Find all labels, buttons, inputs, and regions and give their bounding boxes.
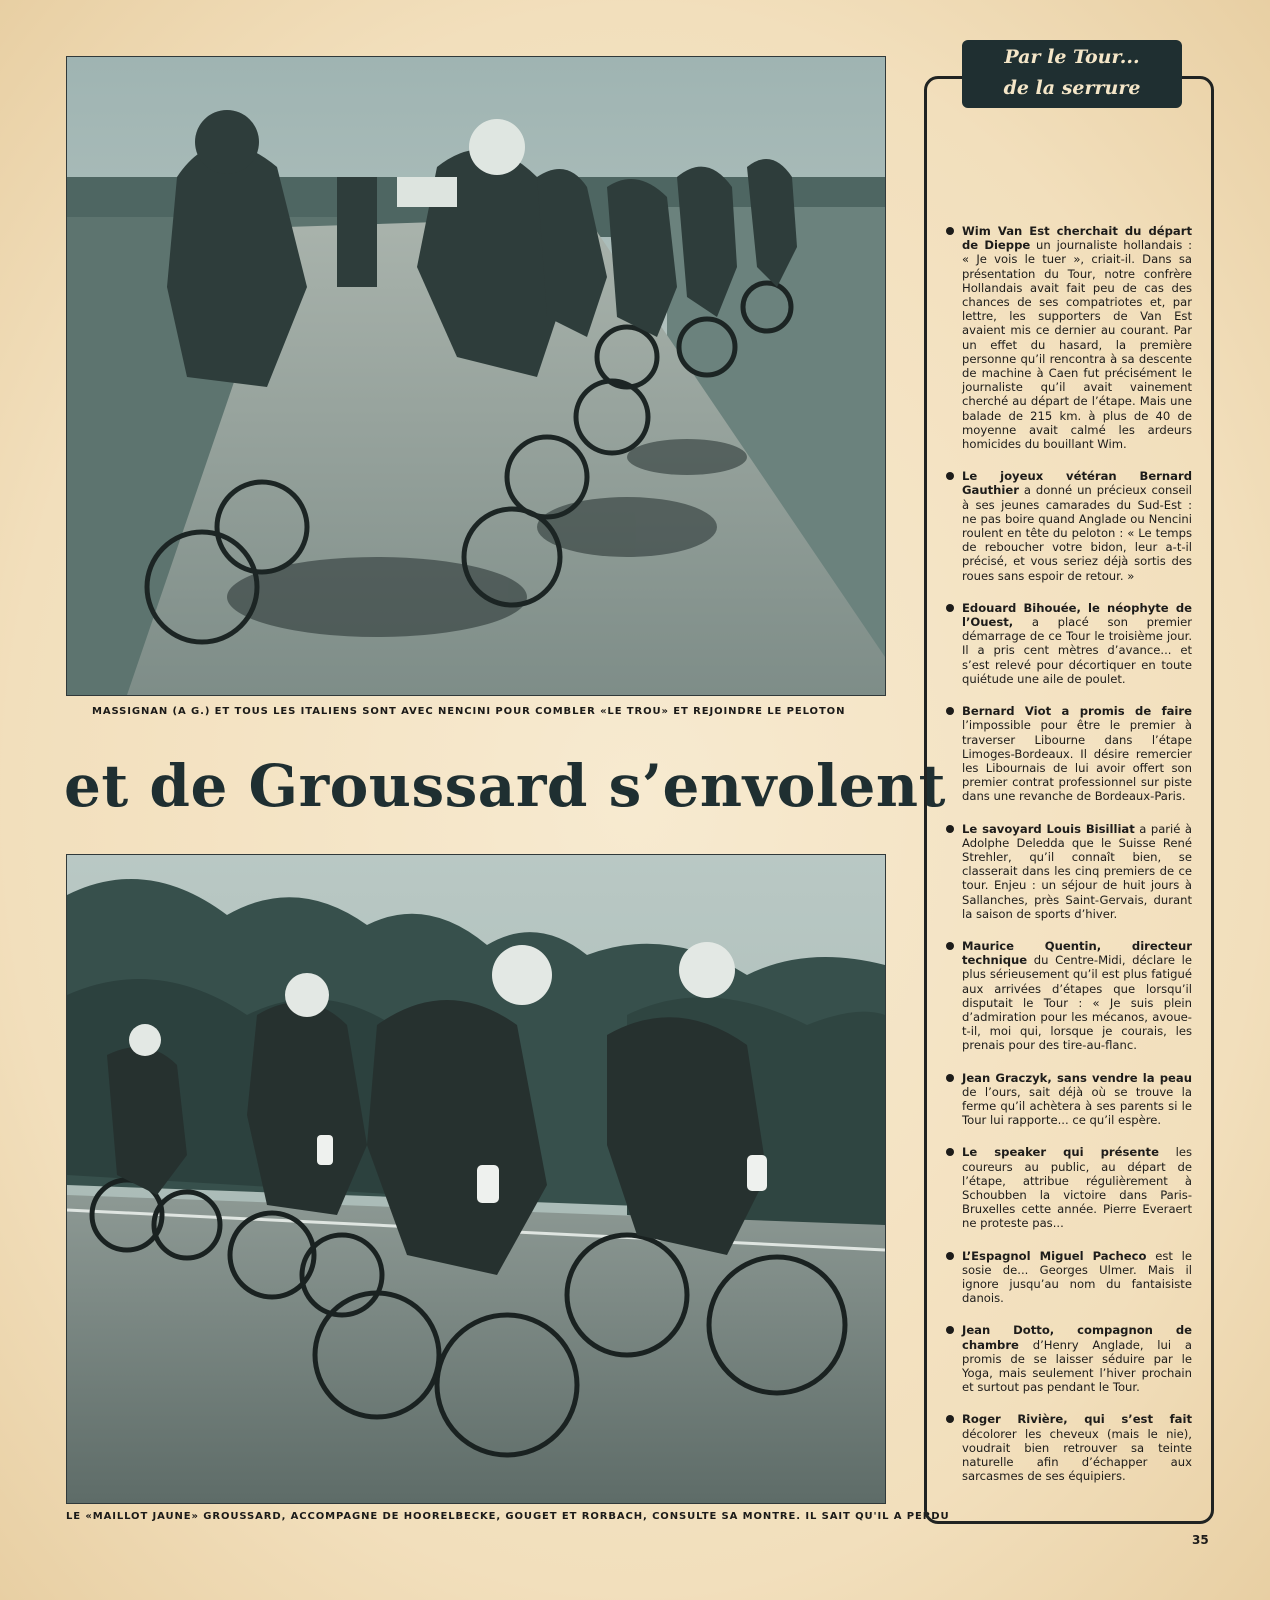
column-item-lead: Le speaker qui présente	[962, 1145, 1159, 1160]
bullet-icon	[946, 825, 954, 833]
column-item-text: est le sosie de... Georges Ulmer. Mais il ignore jusqu’au nom du fantaisiste danois.	[962, 1248, 1192, 1306]
column-item-lead: Bernard Viot a promis de faire	[962, 704, 1192, 719]
photo-cyclists-road-bottom-image	[67, 855, 885, 1503]
column-item	[944, 822, 1192, 921]
photo-cyclists-road-top-image	[67, 57, 885, 695]
column-item-text: a parié à Adolphe Deledda que le Suisse René Strehler, qu’il connaît bien, se classerait dans les cinq premiers de ce tour. Enjeu : un séjour de huit jours à Sallanches, près Saint-Gervais, durant la saison de sports d’hiver.	[962, 821, 1192, 921]
photo-cyclists-road-top	[66, 56, 886, 696]
column-item-lead: L’Espagnol Miguel Pacheco	[962, 1248, 1147, 1263]
caption-top-photo: MASSIGNAN (A G.) ET TOUS LES ITALIENS SONT AVEC NENCINI POUR COMBLER «LE TROU» ET REJOINDRE LE PELOTON	[92, 706, 846, 717]
column-item	[944, 469, 1192, 583]
column-item-lead: Le savoyard Louis Bisilliat	[962, 821, 1135, 836]
column-item-lead: Jean Dotto, compagnon de chambre	[962, 1323, 1192, 1352]
column-item-text: un journaliste hollandais : « Je vois le tuer », criait-il. Dans sa présentation du Tour, notre confrère Hollandais avait fait peu de cas des chances de ses compatriotes et, par lettre, les supporters de Van Est avaient mis ce dernier au courant. Par un effet du hasard, la première personne qu’il rencontra à sa descente de machine à Caen fut précisément le journaliste qu’il avait vainement cherché au départ de l’étape. Mais une balade de 215 km. à plus de 40 de moyenne avait calmé les ardeurs homicides du bouillant Wim.	[962, 238, 1192, 452]
column-title	[962, 40, 1182, 108]
bullet-icon	[946, 1326, 954, 1334]
bullet-icon	[946, 227, 954, 235]
column-title-line-2: de la serrure	[1003, 77, 1141, 99]
bullet-icon	[946, 1252, 954, 1260]
column-item-text: du Centre-Midi, déclare le plus sérieusement qu’il est plus fatigué aux arrivées d’étapes que lorsqu’il disputait le Tour : « Je suis plein d’admiration pour les mécanos, avoue-t-il, moi qui, lorsque je courais, les prenais pour des tire-au-flanc.	[962, 953, 1192, 1053]
column-item-text: décolorer les cheveux (mais le nie), voudrait bien retrouver sa teinte naturelle afin d’échapper aux sarcasmes de ses équipiers.	[962, 1426, 1192, 1484]
column-item	[944, 1249, 1192, 1306]
column-item	[944, 601, 1192, 686]
column-item-lead: Wim Van Est cherchait du départ de Dieppe	[962, 224, 1192, 253]
column-title-line-1: Par le Tour...	[1004, 46, 1140, 68]
bullet-icon	[946, 707, 954, 715]
column-item	[944, 224, 1192, 451]
bullet-icon	[946, 472, 954, 480]
column-item-text: a placé son premier démarrage de ce Tour le troisième jour. Il a pris cent mètres d’avance... et s’est relevé pour décortiquer en toute quiétude une aile de poulet.	[962, 615, 1192, 686]
column-item-lead: Jean Graczyk, sans vendre la peau	[962, 1070, 1192, 1085]
headline: et de Groussard s’envolent	[64, 752, 946, 820]
column-item	[944, 704, 1192, 803]
column-item	[944, 1323, 1192, 1394]
column-items	[944, 224, 1192, 1501]
bullet-icon	[946, 604, 954, 612]
column-item-text: d’Henry Anglade, lui a promis de se laisser séduire par le Yoga, mais seulement l’hiver prochain et surtout pas pendant le Tour.	[962, 1337, 1192, 1395]
column-item-text: de l’ours, sait déjà où se trouve la ferme qu’il achètera à ses parents si le Tour lui rapporte... ce qu’il espère.	[962, 1084, 1192, 1128]
column-item	[944, 1145, 1192, 1230]
column-item-lead: Maurice Quentin, directeur technique	[962, 938, 1192, 968]
column-item	[944, 939, 1192, 1053]
bullet-icon	[946, 1074, 954, 1082]
caption-bottom-photo: LE «MAILLOT JAUNE» GROUSSARD, ACCOMPAGNE DE HOORELBECKE, GOUGET ET RORBACH, CONSULTE SA MONTRE. IL SAIT QU'IL A PERDU	[66, 1511, 950, 1522]
column-item-lead: Le joyeux vétéran Bernard Gauthier	[962, 469, 1192, 498]
column-item-text: les coureurs au public, au départ de l’étape, attribue régulièrement à Schoubben la victoire dans Paris-Bruxelles cette année. Pierre Everaert ne proteste pas...	[962, 1145, 1192, 1231]
bullet-icon	[946, 942, 954, 950]
column-item-lead: Edouard Bihouée, le néophyte de l’Ouest,	[962, 600, 1192, 630]
column-item-text: a donné un précieux conseil à ses jeunes camarades du Sud-Est : ne pas boire quand Anglade ou Nencini roulent en tête du peloton : « Le temps de reboucher votre bidon, leur a-t-il précisé, et vous seriez déjà sortis des roues sans espoir de retour. »	[962, 483, 1192, 583]
column-item-text: l’impossible pour être le premier à traverser Libourne dans l’étape Limoges-Bordeaux. Il désire remercier les Libournais de lui avoir offert son premier contrat professionnel sur piste dans une revanche de Bordeaux-Paris.	[962, 718, 1192, 804]
column-item	[944, 1412, 1192, 1483]
photo-cyclists-road-bottom	[66, 854, 886, 1504]
bullet-icon	[946, 1148, 954, 1156]
page-number: 35	[1192, 1533, 1209, 1547]
bullet-icon	[946, 1415, 954, 1423]
column-item-lead: Roger Rivière, qui s’est fait	[962, 1412, 1192, 1427]
column-item	[944, 1071, 1192, 1128]
